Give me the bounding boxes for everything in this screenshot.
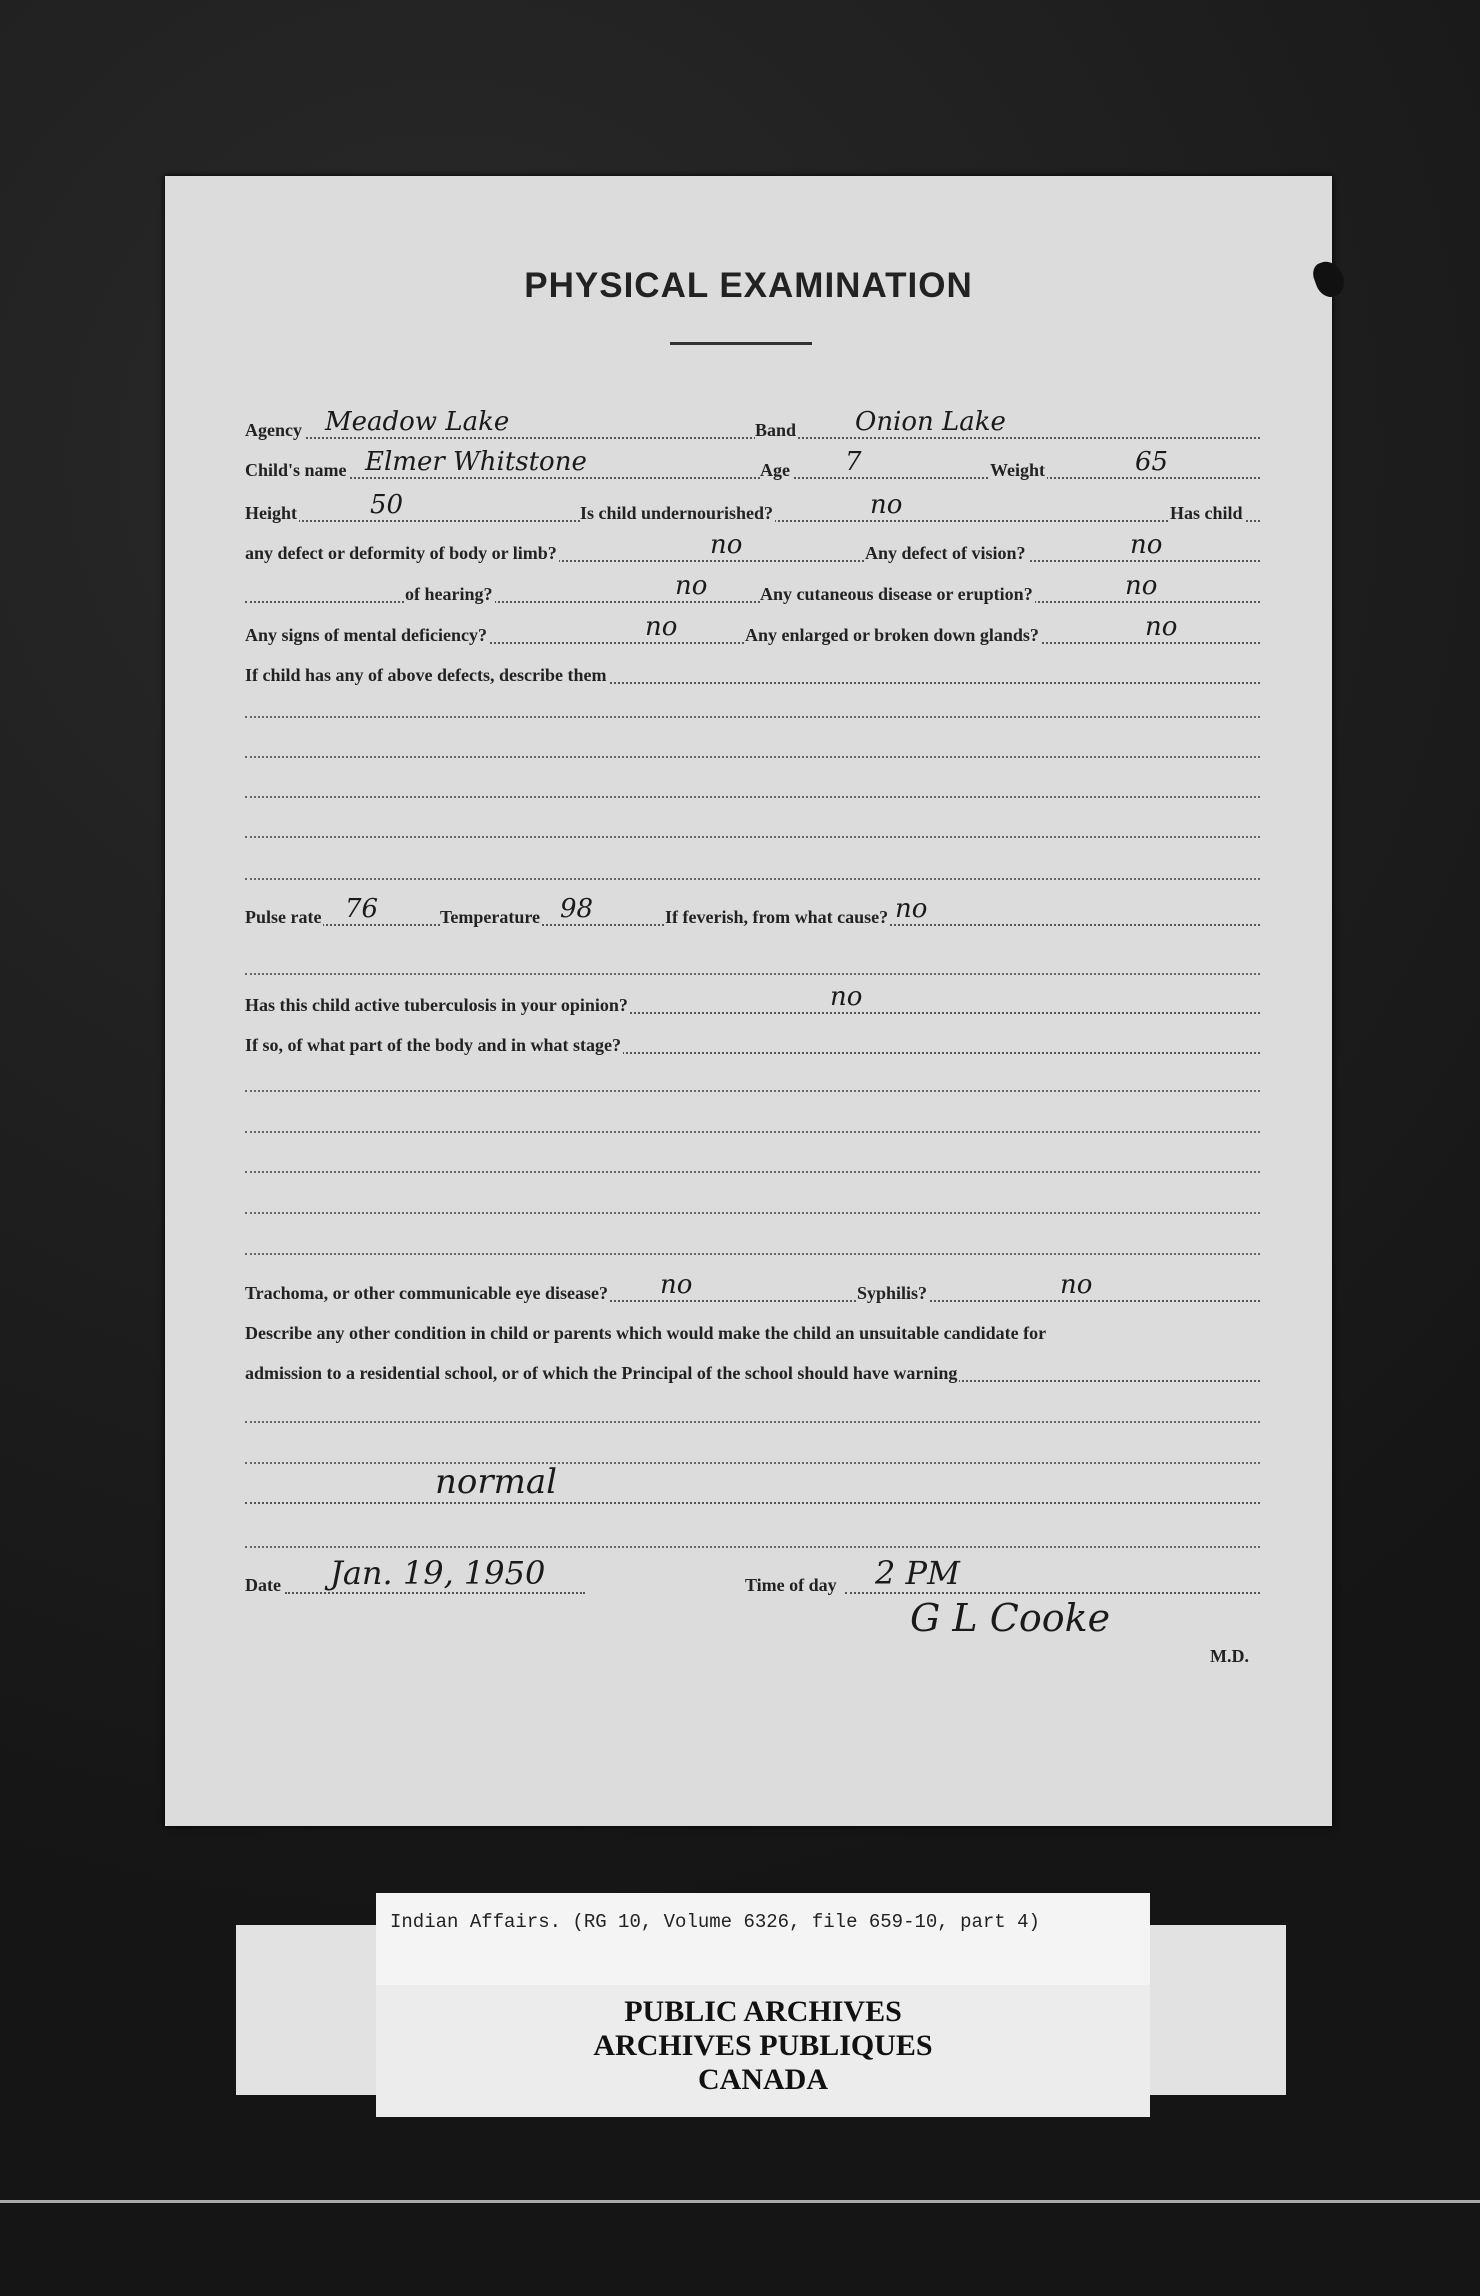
stamp-line-1: PUBLIC ARCHIVES <box>624 1995 902 2028</box>
scan-edge-line <box>0 2200 1480 2203</box>
row-trachoma <box>245 1270 1260 1308</box>
defect-vision-value: no <box>1130 530 1163 560</box>
row-agency-band <box>245 407 1260 445</box>
temperature-label: Temperature <box>440 907 540 927</box>
age-value: 7 <box>845 447 862 477</box>
stamp-line-2: ARCHIVES PUBLIQUES <box>593 2029 933 2062</box>
blank-line <box>245 1421 1260 1423</box>
height-label: Height <box>245 503 297 523</box>
time-of-day-value: 2 PM <box>875 1554 960 1592</box>
row-hearing <box>245 571 1260 609</box>
row-tuberculosis <box>245 982 1260 1020</box>
blank-line <box>245 1171 1260 1173</box>
height-value: 50 <box>370 490 404 520</box>
temperature-value: 98 <box>560 894 594 924</box>
examination-form <box>165 176 1332 1826</box>
defect-body-value: no <box>710 530 743 560</box>
cutaneous-value: no <box>1125 571 1158 601</box>
row-name-age-weight <box>245 447 1260 485</box>
has-child-label: Has child <box>1170 503 1243 523</box>
archive-caption: Indian Affairs. (RG 10, Volume 6326, file 659-10, part 4) <box>376 1893 1150 1985</box>
row-height <box>245 490 1260 528</box>
hearing-value: no <box>675 571 708 601</box>
stamp-line-3: CANADA <box>698 2063 828 2096</box>
row-describe-other-1 <box>245 1314 1260 1348</box>
blank-line <box>245 1253 1260 1255</box>
blank-line <box>245 1546 1260 1548</box>
row-tb-stage <box>245 1026 1260 1060</box>
row-pulse <box>245 894 1260 932</box>
describe-other-label-2: admission to a residential school, or of which the Principal of the school should have warning <box>245 1363 958 1383</box>
time-of-day-label: Time of day <box>745 1575 837 1595</box>
blank-line <box>245 878 1260 880</box>
tuberculosis-value: no <box>830 982 863 1012</box>
blank-line <box>245 796 1260 798</box>
row-describe-defects <box>245 656 1260 690</box>
pulse-value: 76 <box>345 894 379 924</box>
agency-value: Meadow Lake <box>325 407 510 437</box>
tuberculosis-label: Has this child active tuberculosis in your opinion? <box>245 995 628 1015</box>
age-label: Age <box>760 460 790 480</box>
hearing-label: of hearing? <box>405 584 493 604</box>
blank-line <box>245 836 1260 838</box>
row-defects <box>245 530 1260 568</box>
band-label: Band <box>755 420 797 440</box>
blank-line <box>245 1212 1260 1214</box>
row-other-value <box>245 1462 1260 1510</box>
blank-line <box>245 1090 1260 1092</box>
date-label: Date <box>245 1575 281 1595</box>
defect-body-label: any defect or deformity of body or limb? <box>245 543 557 563</box>
blank-line <box>245 1462 1260 1464</box>
physician-signature: G L Cooke <box>910 1596 1111 1640</box>
blank-line <box>245 1131 1260 1133</box>
row-mental <box>245 612 1260 650</box>
row-describe-other-2 <box>245 1354 1260 1388</box>
trachoma-value: no <box>660 1270 693 1300</box>
childs-name-value: Elmer Whitstone <box>365 447 587 477</box>
weight-value: 65 <box>1135 447 1169 477</box>
cutaneous-label: Any cutaneous disease or eruption? <box>760 584 1033 604</box>
other-condition-value: normal <box>435 1462 558 1502</box>
band-value: Onion Lake <box>855 407 1006 437</box>
blank-line <box>245 973 1260 975</box>
mental-label: Any signs of mental deficiency? <box>245 625 487 645</box>
feverish-label: If feverish, from what cause? <box>665 907 889 927</box>
glands-label: Any enlarged or broken down glands? <box>745 625 1039 645</box>
blank-line <box>245 716 1260 718</box>
feverish-value: no <box>895 894 928 924</box>
archives-stamp <box>376 1995 1150 2097</box>
form-title: PHYSICAL EXAMINATION <box>524 266 973 305</box>
tb-stage-label: If so, of what part of the body and in what stage? <box>245 1035 622 1055</box>
title-underline <box>670 342 812 345</box>
blank-line <box>245 756 1260 758</box>
defect-vision-label: Any defect of vision? <box>865 543 1026 563</box>
md-label: M.D. <box>1210 1646 1249 1666</box>
glands-value: no <box>1145 612 1178 642</box>
row-date <box>245 1554 1260 1600</box>
syphilis-label: Syphilis? <box>857 1283 928 1303</box>
undernourished-label: Is child undernourished? <box>580 503 774 523</box>
pulse-label: Pulse rate <box>245 907 322 927</box>
childs-name-label: Child's name <box>245 460 347 480</box>
undernourished-value: no <box>870 490 903 520</box>
describe-other-label-1: Describe any other condition in child or parents which would make the child an unsuitable candidate for <box>245 1323 1047 1343</box>
syphilis-value: no <box>1060 1270 1093 1300</box>
date-value: Jan. 19, 1950 <box>330 1554 546 1592</box>
agency-label: Agency <box>245 420 302 440</box>
mental-value: no <box>645 612 678 642</box>
trachoma-label: Trachoma, or other communicable eye disease? <box>245 1283 608 1303</box>
weight-label: Weight <box>990 460 1046 480</box>
describe-defects-label: If child has any of above defects, describe them <box>245 665 607 685</box>
